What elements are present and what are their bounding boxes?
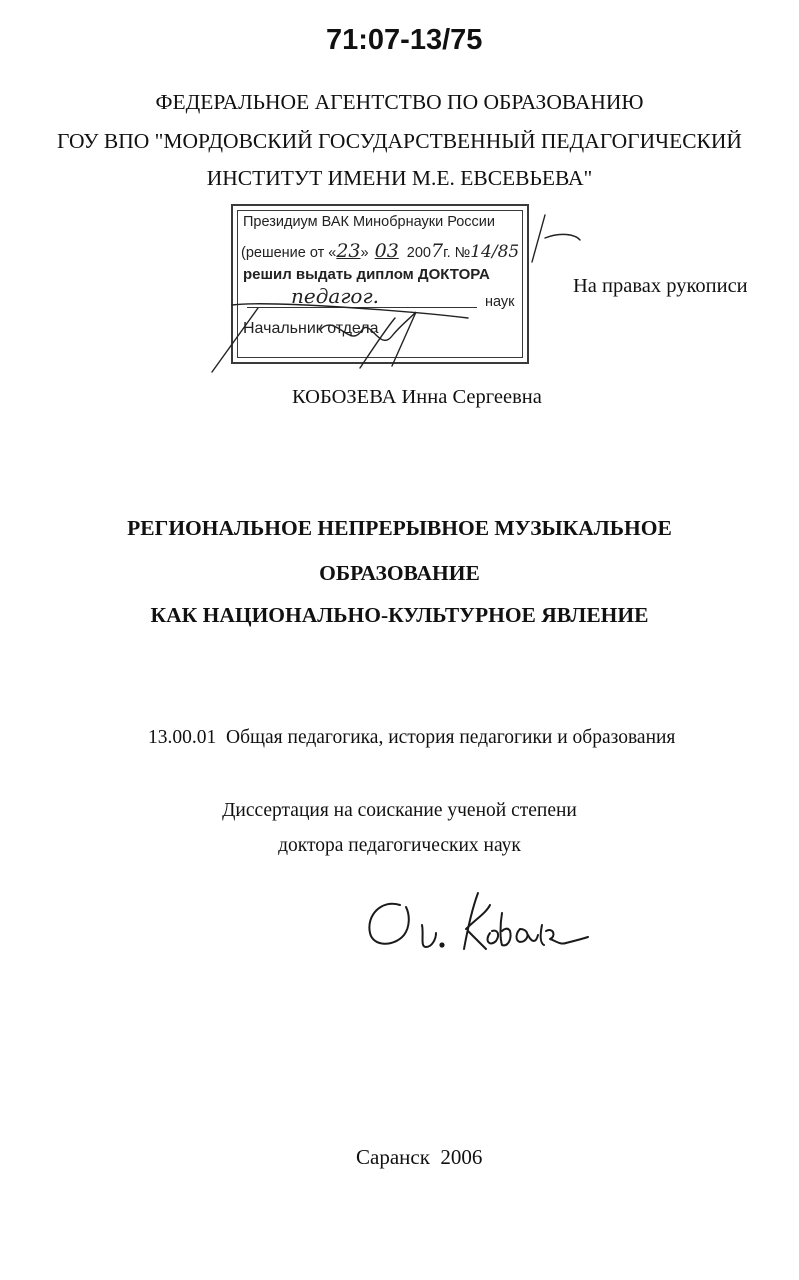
degree-line-2: доктора педагогических наук (278, 835, 521, 856)
signature-end (541, 925, 566, 945)
signature-arm-down (468, 931, 486, 949)
stamp-scribble-line (232, 304, 468, 318)
stamp-day: 23 (336, 240, 361, 262)
signature-letter-2 (422, 925, 436, 947)
institution-line-2: ИНСТИТУТ ИМЕНИ М.Е. ЕВСЕВЬЕВА" (206, 166, 593, 190)
stamp-year-digit: 7 (431, 240, 444, 262)
dissertation-title-line-2: ОБРАЗОВАНИЕ (319, 561, 480, 585)
stamp-line-3: решил выдать диплом ДОКТОРА (243, 266, 490, 283)
catalog-code: 71:07-13/75 (326, 24, 483, 56)
stamp-field-handwritten: педагог. (291, 284, 379, 308)
stamp-signature-tail (360, 318, 395, 368)
stamp-line-1: Президиум ВАК Минобрнауки России (243, 214, 496, 230)
stamp-month: 03 (374, 240, 399, 262)
stamp-decision-prefix: (решение от « (241, 245, 337, 261)
degree-line-1: Диссертация на соискание ученой степени (222, 800, 577, 821)
author-signature (360, 885, 600, 965)
stamp-number-flourish (545, 234, 580, 240)
signature-tail (566, 937, 588, 943)
author-name: КОБОЗЕВА Инна Сергеевна (292, 386, 542, 408)
stamp-line-4-suffix: наук (485, 294, 515, 310)
manuscript-note: На правах рукописи (573, 275, 748, 297)
signature-letter-1 (369, 904, 408, 944)
signature-arm-up (466, 905, 490, 929)
stamp-mid: » (360, 245, 369, 261)
stamp-year-suffix: г. № (443, 245, 471, 261)
stamp-number: 14/85 (470, 242, 520, 262)
agency-name: ФЕДЕРАЛЬНОЕ АГЕНТСТВО ПО ОБРАЗОВАНИЮ (155, 90, 644, 114)
signature-o (488, 931, 499, 944)
stamp-slash-upper (532, 215, 545, 262)
dissertation-title-line-1: РЕГИОНАЛЬНОЕ НЕПРЕРЫВНОЕ МУЗЫКАЛЬНОЕ (127, 516, 672, 540)
stamp-signature-stroke (320, 312, 416, 366)
signature-dot (440, 943, 443, 946)
place-and-year: Саранск 2006 (356, 1145, 483, 1169)
signature-b (501, 913, 511, 945)
institution-line-1: ГОУ ВПО "МОРДОВСКИЙ ГОСУДАРСТВЕННЫЙ ПЕДАГОГИЧЕСКИЙ (57, 129, 742, 153)
dissertation-title-line-3: КАК НАЦИОНАЛЬНО-КУЛЬТУРНОЕ ЯВЛЕНИЕ (150, 603, 649, 627)
stamp-line-5: Начальник отдела (243, 320, 379, 337)
stamp-slash-lower (212, 308, 258, 372)
signature-oz (517, 929, 538, 942)
specialty-code: 13.00.01 Общая педагогика, история педагогики и образования (148, 727, 676, 748)
stamp-year-prefix: 200 (406, 245, 431, 261)
